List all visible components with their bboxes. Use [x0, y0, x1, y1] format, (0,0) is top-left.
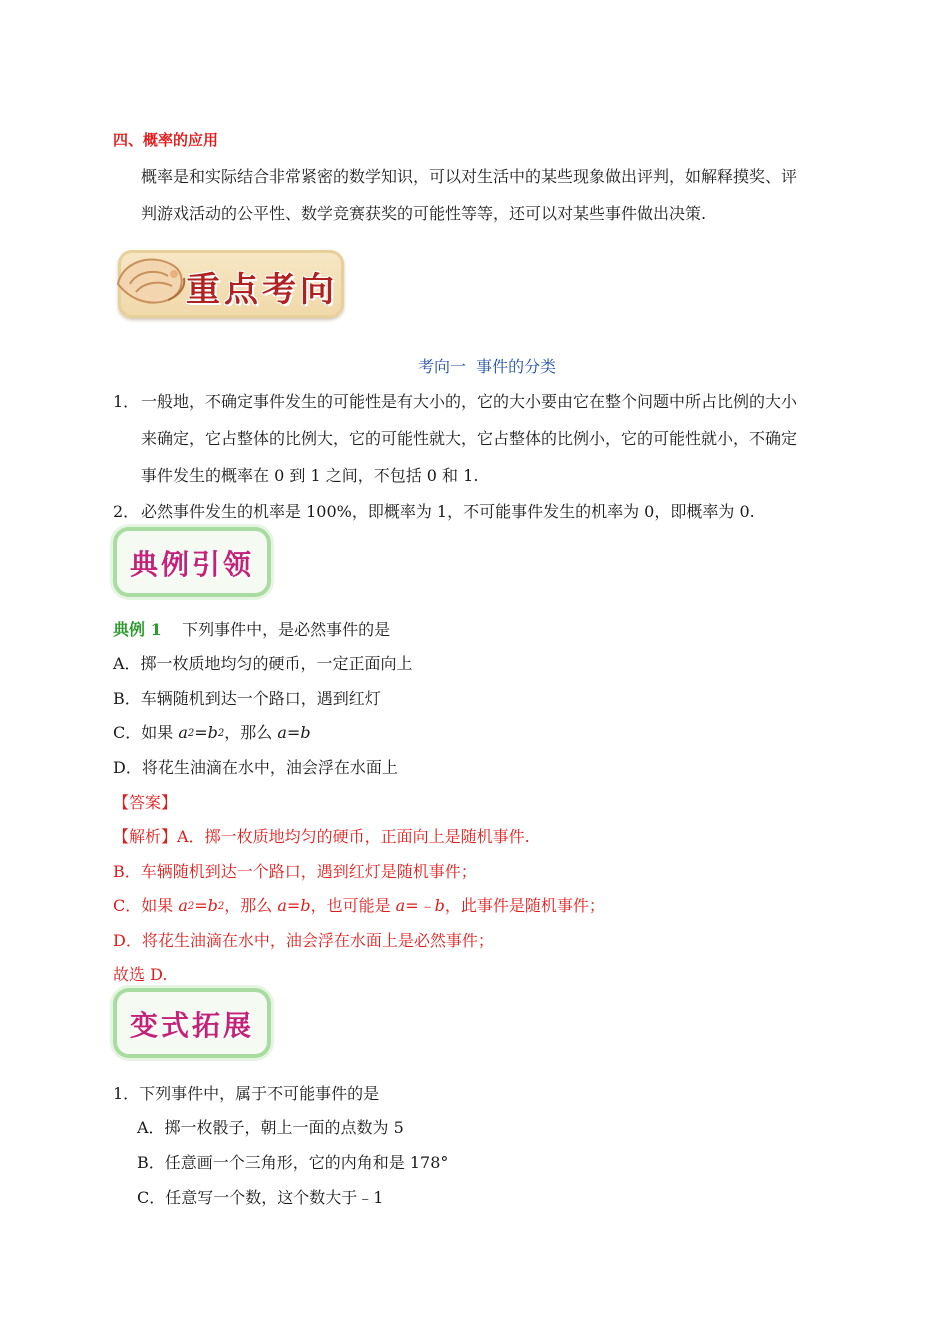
example-question: [113, 617, 390, 640]
list-item-line: 必然事件发生的机率是 100%，即概率为 1，不可能事件发生的机率为 0，即概率为 0.: [141, 502, 755, 521]
option-c-prefix: C．如果: [113, 723, 179, 742]
conclusion: 故选 D.: [113, 965, 168, 984]
banner-example: [117, 531, 267, 593]
list-item-number: 2．: [113, 502, 140, 521]
banner-title: 典例引领: [129, 548, 254, 581]
section-heading: 四、概率的应用: [113, 131, 219, 149]
math-expression: a=﹣b: [395, 896, 445, 915]
banner-key-points: [112, 236, 346, 326]
banner-title: 变式拓展: [129, 1009, 254, 1042]
section-paragraph-line: 判游戏活动的公平性、数学竞赛获奖的可能性等等，还可以对某些事件做出决策.: [141, 204, 707, 223]
math-expression: a=b: [277, 723, 311, 742]
option-a: A．掷一枚质地均匀的硬币，一定正面向上: [113, 654, 413, 673]
math-expression: a=b: [277, 896, 311, 915]
example-label: 典例 1: [113, 620, 162, 639]
option-c: [113, 720, 311, 743]
section-paragraph-line: 概率是和实际结合非常紧密的数学知识，可以对生活中的某些现象做出评判，如解释摸奖、评: [141, 167, 798, 186]
banner-variant: [117, 992, 267, 1054]
banner-title: 重点考向: [186, 270, 338, 310]
analysis-c-middle: ，也可能是: [310, 896, 396, 915]
conch-shell-icon: [112, 244, 192, 314]
list-item-line: 一般地，不确定事件发生的可能性是有大小的，它的大小要由它在整个问题中所占比例的大小: [141, 392, 798, 411]
list-item-line: 事件发生的概率在 0 到 1 之间，不包括 0 和 1.: [141, 466, 479, 485]
analysis-line-d: D．将花生油滴在水中，油会浮在水面上是必然事件；: [113, 931, 494, 950]
option-b: B．车辆随机到达一个路口，遇到红灯: [113, 689, 381, 708]
option-c: C．任意写一个数，这个数大于﹣1: [137, 1188, 384, 1207]
option-c-middle: ，那么: [224, 723, 278, 742]
option-b: B．任意画一个三角形，它的内角和是 178°: [137, 1153, 449, 1172]
analysis-c-prefix: C．如果: [113, 896, 179, 915]
answer-label: 【答案】: [113, 793, 178, 812]
variant-question: 1．下列事件中，属于不可能事件的是: [113, 1084, 380, 1103]
math-expression: $a^2=b^2$: [178, 723, 225, 742]
analysis-line-b: B．车辆随机到达一个路口，遇到红灯是随机事件；: [113, 862, 477, 881]
list-item-line: 来确定，它占整体的比例大，它的可能性就大，它占整体的比例小，它的可能性就小，不确定: [141, 429, 798, 448]
analysis-a-text: A．掷一枚质地均匀的硬币，正面向上是随机事件.: [177, 827, 530, 846]
analysis-line-a: [113, 824, 530, 847]
topic-title: 考向一 事件的分类: [418, 357, 557, 376]
analysis-line-c: [113, 893, 605, 916]
example-question-text: 下列事件中，是必然事件的是: [182, 620, 391, 639]
math-expression: $a^2=b^2$: [178, 896, 225, 915]
list-item-number: 1．: [113, 392, 140, 411]
analysis-c-middle: ，那么: [224, 896, 278, 915]
analysis-label: 【解析】: [113, 827, 178, 846]
option-d: D．将花生油滴在水中，油会浮在水面上: [113, 758, 398, 777]
option-a: A．掷一枚骰子，朝上一面的点数为 5: [137, 1118, 404, 1137]
analysis-c-suffix: ，此事件是随机事件；: [444, 896, 605, 915]
